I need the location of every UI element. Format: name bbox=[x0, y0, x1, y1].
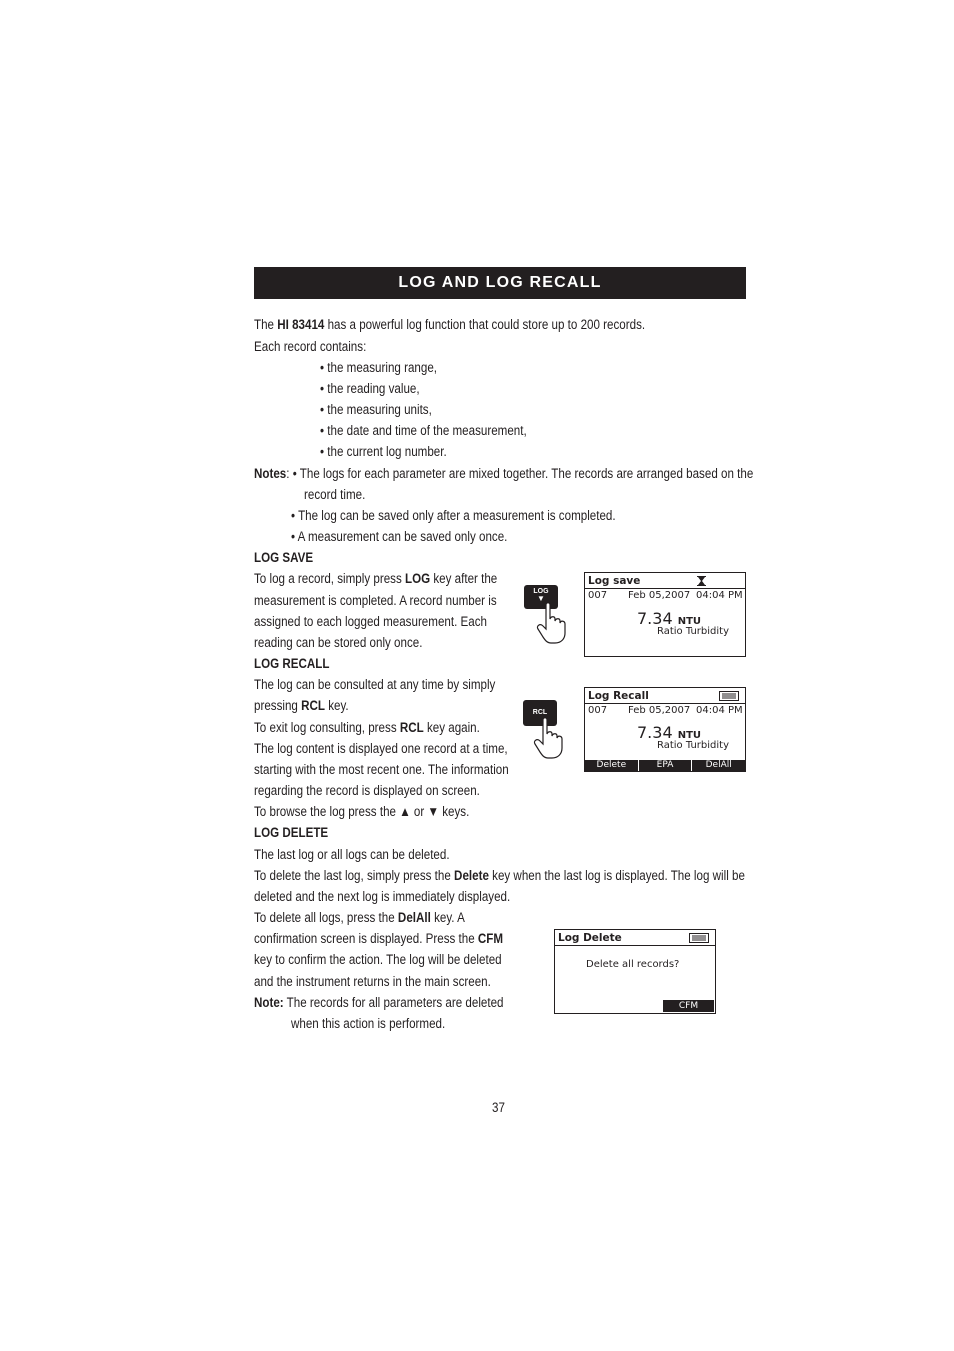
log-key: LOG ▼ bbox=[524, 585, 558, 609]
pointing-hand-icon bbox=[536, 601, 572, 645]
log-key-illustration bbox=[522, 583, 572, 645]
record-date: Feb 05,2007 bbox=[628, 590, 691, 601]
arrow-up-icon: ▲ bbox=[399, 804, 411, 819]
notes-line-3: • The log can be saved only after a measurement is completed. bbox=[291, 508, 616, 523]
log-save-heading: LOG SAVE bbox=[254, 550, 314, 565]
bullet-item: • the date and time of the measurement, bbox=[320, 423, 527, 438]
log-save-line-4: reading can be stored only once. bbox=[254, 635, 423, 650]
rcl-key: RCL bbox=[523, 700, 557, 726]
log-recall-screen bbox=[584, 687, 746, 772]
softkey-bar bbox=[585, 760, 745, 771]
record-time: 04:04 PM bbox=[696, 705, 743, 716]
reading-value: 7.34 NTU bbox=[637, 723, 702, 742]
log-recall-line-1: The log can be consulted at any time by simply bbox=[254, 677, 496, 692]
log-delete-line-3: deleted and the next log is immediately displayed. bbox=[254, 889, 511, 904]
model-name: HI 83414 bbox=[277, 317, 325, 332]
log-recall-line-6: regarding the record is displayed on screen. bbox=[254, 783, 480, 798]
bullet-item: • the measuring units, bbox=[320, 402, 432, 417]
log-delete-heading: LOG DELETE bbox=[254, 825, 329, 840]
screen-title: Log Recall bbox=[588, 690, 649, 702]
log-recall-line-4: The log content is displayed one record at a time, bbox=[254, 741, 508, 756]
section-title: LOG AND LOG RECALL bbox=[254, 267, 746, 299]
log-save-line-2: measurement is completed. A record number is bbox=[254, 593, 497, 608]
notes-line-1: Notes: • The logs for each parameter are mixed together. The records are arranged based on the bbox=[254, 466, 754, 481]
log-save-line-3: assigned to each logged measurement. Each bbox=[254, 614, 488, 629]
measure-mode: Ratio Turbidity bbox=[657, 740, 729, 751]
record-number: 007 bbox=[588, 705, 608, 716]
log-save-screen bbox=[584, 572, 746, 657]
log-delete-line-7: and the instrument returns in the main screen. bbox=[254, 974, 491, 989]
log-save-line-1: To log a record, simply press LOG key after the bbox=[254, 571, 498, 586]
log-delete-line-6: key to confirm the action. The log will be deleted bbox=[254, 952, 502, 967]
page-number: 37 bbox=[492, 1100, 505, 1115]
confirm-question: Delete all records? bbox=[586, 959, 680, 970]
pointing-hand-icon bbox=[533, 716, 569, 760]
intro-line-2: Each record contains: bbox=[254, 339, 367, 354]
log-recall-line-2: pressing RCL key. bbox=[254, 698, 349, 713]
notes-line-4: • A measurement can be saved only once. bbox=[291, 529, 508, 544]
reading-value: 7.34 NTU bbox=[637, 609, 702, 628]
log-delete-note-line-1: Note: The records for all parameters are deleted bbox=[254, 995, 504, 1010]
record-number: 007 bbox=[588, 590, 608, 601]
screen-title: Log Delete bbox=[558, 932, 622, 944]
record-time: 04:04 PM bbox=[696, 590, 743, 601]
measure-mode: Ratio Turbidity bbox=[657, 626, 729, 637]
hourglass-icon bbox=[697, 576, 706, 586]
log-recall-line-7: To browse the log press the ▲ or ▼ keys. bbox=[254, 804, 470, 819]
log-delete-line-4: To delete all logs, press the DelAll key. A bbox=[254, 910, 465, 925]
log-list-icon bbox=[689, 933, 709, 943]
arrow-down-icon: ▼ bbox=[427, 804, 439, 819]
rcl-key-illustration bbox=[521, 700, 571, 762]
softkey-cfm[interactable]: CFM bbox=[663, 1000, 714, 1012]
log-recall-line-3: To exit log consulting, press RCL key again. bbox=[254, 720, 480, 735]
softkey-delall[interactable]: DelAll bbox=[691, 760, 745, 771]
log-delete-screen bbox=[554, 929, 716, 1014]
log-delete-line-5: confirmation screen is displayed. Press the CFM bbox=[254, 931, 504, 946]
log-recall-line-5: starting with the most recent one. The information bbox=[254, 762, 509, 777]
record-date: Feb 05,2007 bbox=[628, 705, 691, 716]
intro-line-1: The HI 83414 has a powerful log function that could store up to 200 records. bbox=[254, 317, 646, 332]
log-recall-heading: LOG RECALL bbox=[254, 656, 330, 671]
bullet-item: • the current log number. bbox=[320, 444, 447, 459]
softkey-delete[interactable]: Delete bbox=[596, 760, 627, 770]
softkey-epa[interactable]: EPA bbox=[638, 760, 692, 771]
log-list-icon bbox=[719, 691, 739, 701]
log-delete-line-2: To delete the last log, simply press the Delete key when the last log is displayed. The log will be bbox=[254, 868, 745, 883]
log-delete-note-line-2: when this action is performed. bbox=[291, 1016, 446, 1031]
log-delete-line-1: The last log or all logs can be deleted. bbox=[254, 847, 450, 862]
bullet-item: • the reading value, bbox=[320, 381, 420, 396]
bullet-item: • the measuring range, bbox=[320, 360, 438, 375]
notes-line-2: record time. bbox=[304, 487, 366, 502]
screen-title: Log save bbox=[588, 575, 641, 587]
